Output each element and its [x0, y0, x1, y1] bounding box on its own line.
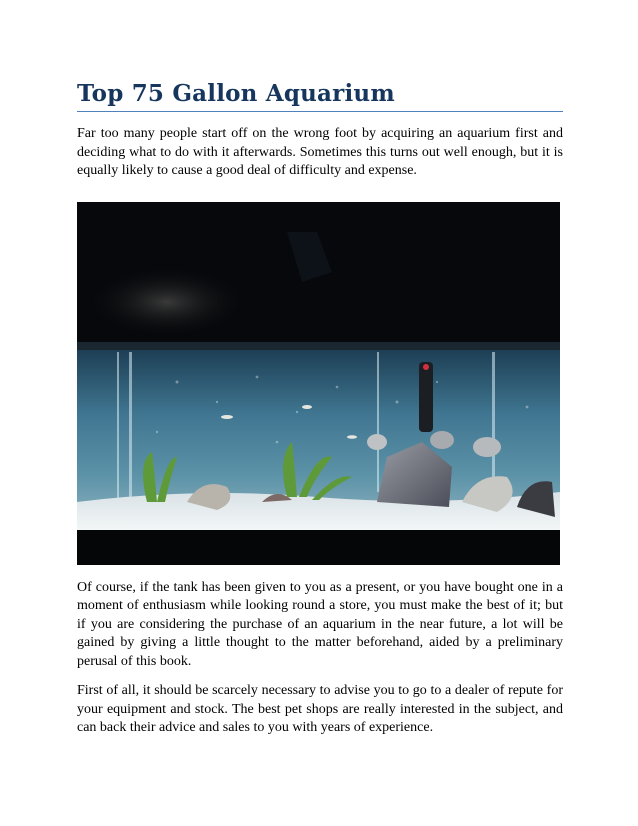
- paragraph-dealer: First of all, it should be scarcely necessary to advise you to go to a dealer of repute for your equipment and stock. The best pet shops are really interested in the subject, and can back their advice and sales to you with years of experience.: [77, 683, 563, 735]
- page-title: Top 75 Gallon Aquarium: [77, 80, 563, 112]
- aquarium-photo-illustration: [77, 202, 560, 565]
- aquarium-photo: [77, 202, 560, 565]
- paragraph-intro: Far too many people start off on the wrong foot by acquiring an aquarium first and deciding what to do with it afterwards. Sometimes this turns out well enough, but it is equally likely to cause a good deal of difficulty and expense.: [77, 126, 563, 178]
- paragraph-considerations: Of course, if the tank has been given to you as a present, or you have bought one in a moment of enthusiasm while looking round a store, you must make the best of it; but if you are considering the purchase of an aquarium in the near future, a lot will be gained by giving a little thought to the matter beforehand, aided by a preliminary perusal of this book.: [77, 579, 563, 669]
